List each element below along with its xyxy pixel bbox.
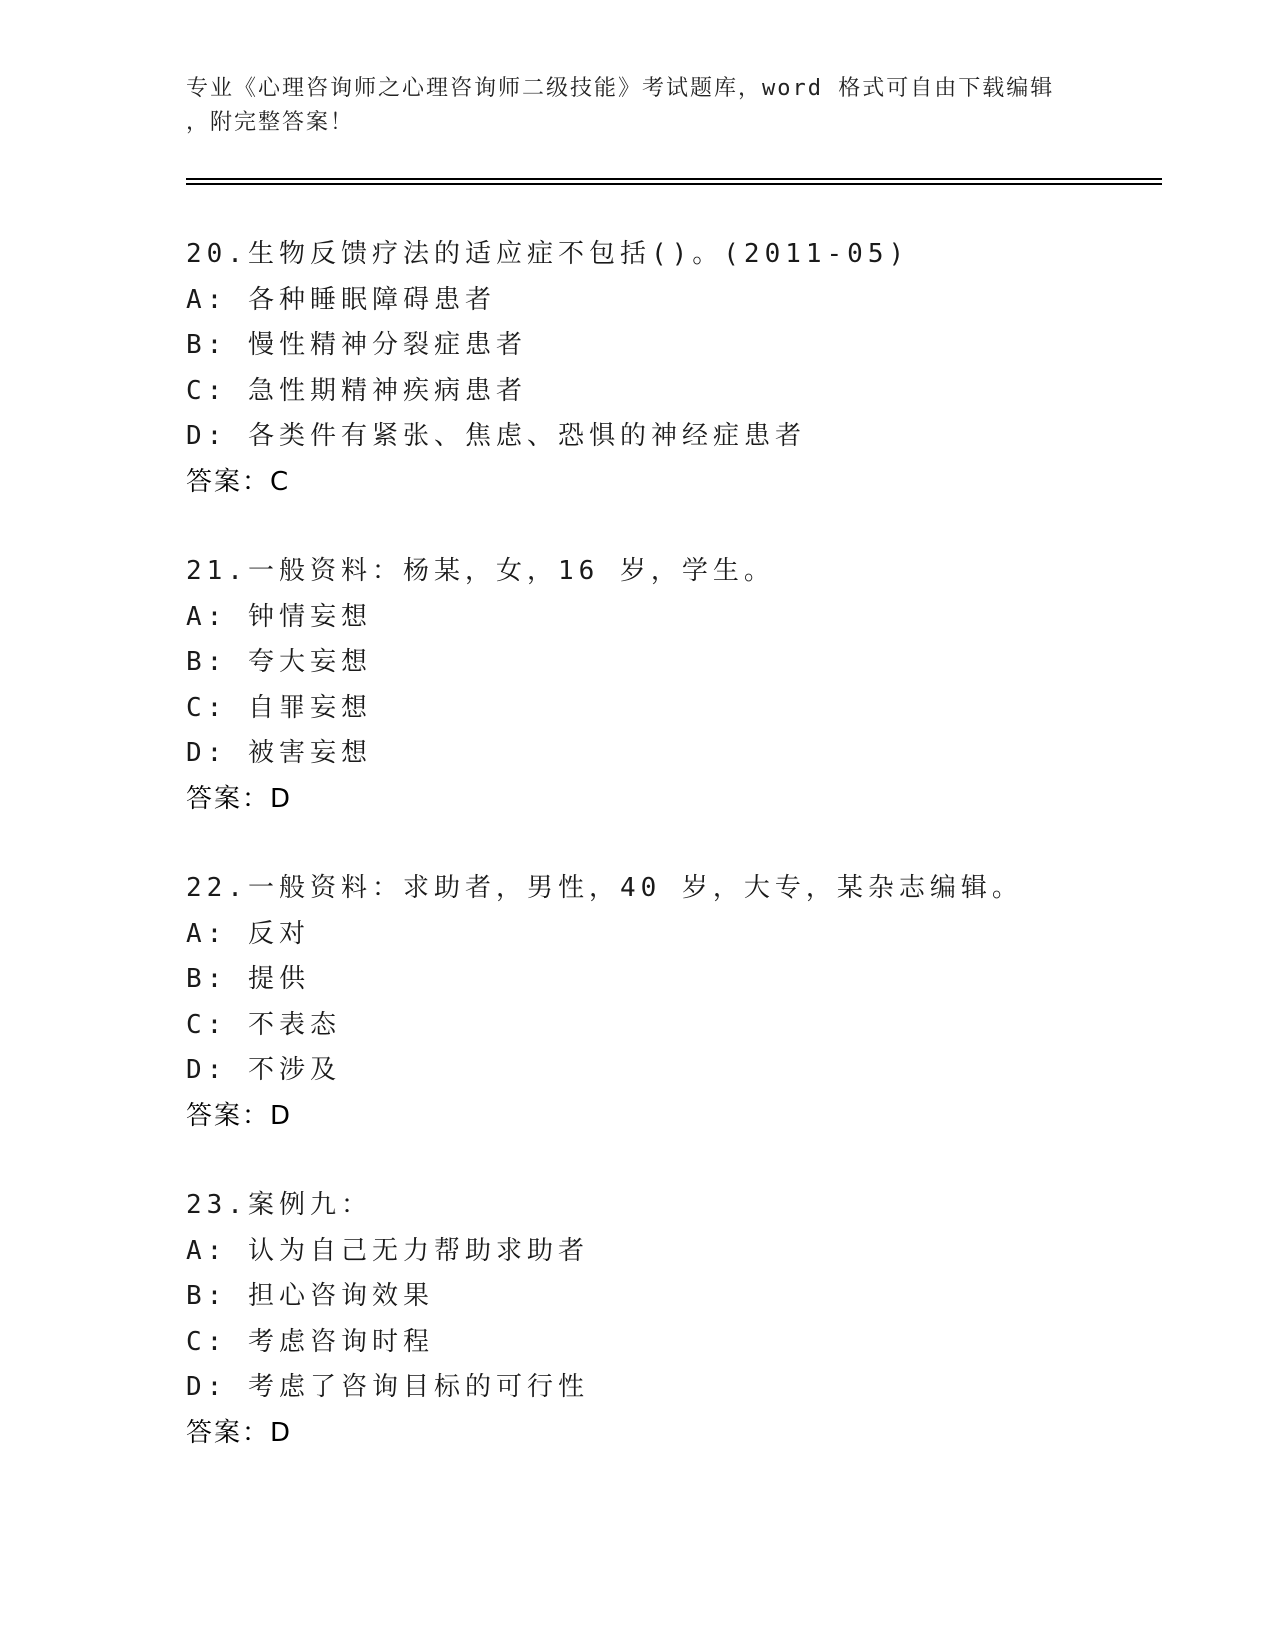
option-b: B: 慢性精神分裂症患者 bbox=[186, 330, 527, 360]
question-stem: 22.一般资料：求助者，男性，40 岁，大专，某杂志编辑。 bbox=[186, 873, 1023, 903]
document-header bbox=[186, 72, 1086, 140]
option-a: A: 各种睡眠障碍患者 bbox=[186, 284, 496, 315]
header-line-1: 专业《心理咨询师之心理咨询师二级技能》考试题库，word 格式可自由下载编辑 bbox=[186, 76, 1055, 101]
option-d: D: 不涉及 bbox=[186, 1055, 341, 1085]
option-d: D: 被害妄想 bbox=[186, 738, 372, 768]
option-b: B: 提供 bbox=[186, 964, 310, 994]
question-stem: 20.生物反馈疗法的适应症不包括()。(2011-05) bbox=[186, 239, 910, 269]
question-stem: 23.案例九： bbox=[186, 1190, 372, 1220]
question-20 bbox=[186, 232, 1146, 505]
option-c: C: 急性期精神疾病患者 bbox=[186, 375, 527, 406]
header-divider-bottom bbox=[186, 183, 1162, 185]
header-line-2: ，附完整答案！ bbox=[186, 110, 355, 135]
option-a: A: 认为自己无力帮助求助者 bbox=[186, 1235, 589, 1266]
answer: 答案：D bbox=[186, 1417, 293, 1448]
option-c: C: 考虑咨询时程 bbox=[186, 1326, 434, 1357]
answer: 答案：D bbox=[186, 1100, 293, 1131]
option-a: A: 反对 bbox=[186, 918, 310, 949]
option-d: D: 考虑了咨询目标的可行性 bbox=[186, 1372, 589, 1402]
option-d: D: 各类件有紧张、焦虑、恐惧的神经症患者 bbox=[186, 421, 806, 451]
option-a: A: 钟情妄想 bbox=[186, 601, 372, 632]
header-divider-top bbox=[186, 178, 1162, 180]
option-b: B: 夸大妄想 bbox=[186, 647, 372, 677]
option-b: B: 担心咨询效果 bbox=[186, 1281, 434, 1311]
question-21 bbox=[186, 549, 1146, 822]
question-stem: 21.一般资料：杨某，女，16 岁，学生。 bbox=[186, 556, 775, 586]
answer: 答案：D bbox=[186, 783, 293, 814]
question-22 bbox=[186, 866, 1146, 1139]
option-c: C: 自罪妄想 bbox=[186, 692, 372, 723]
option-c: C: 不表态 bbox=[186, 1009, 341, 1040]
answer: 答案：C bbox=[186, 466, 291, 497]
question-23 bbox=[186, 1183, 1146, 1456]
